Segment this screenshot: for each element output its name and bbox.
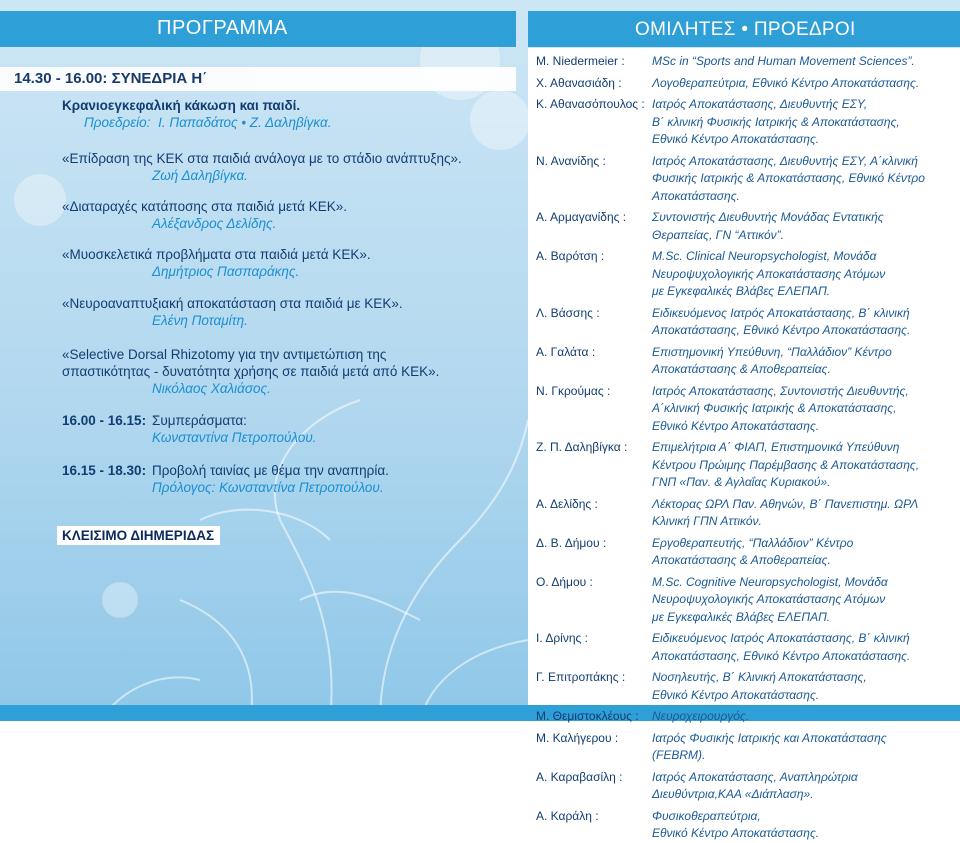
talk-title: «Νευροαναπτυξιακή αποκατάσταση στα παιδιά με ΚΕΚ».: [62, 296, 403, 311]
talk-title-cont: σπαστικότητας - δυνατότητα χρήσης σε παιδιά μετά από ΚΕΚ».: [62, 364, 440, 379]
program-title: ΠΡΟΓΡΑΜΜΑ: [157, 17, 288, 39]
speaker-description: M.Sc. Cognitive Neuropsychologist, Μονάδα: [652, 574, 888, 589]
speaker-description: Νευροψυχολογικής Αποκατάστασης Ατόμων: [652, 592, 886, 606]
speaker-description: Ειδικευόμενος Ιατρός Αποκατάστασης, Β΄ κλινική: [652, 631, 910, 645]
speaker-description: Λογοθεραπεύτρια, Εθνικό Κέντρο Αποκατάστασης.: [652, 75, 920, 90]
conclusion-speaker: Κωνσταντίνα Πετροπούλου.: [152, 430, 317, 445]
talk-title: «Μυοσκελετικά προβλήματα στα παιδιά μετά ΚΕΚ».: [62, 247, 371, 262]
speaker-description: Ιατρός Φυσικής Ιατρικής και Αποκατάστασης: [652, 730, 887, 745]
speaker-description: Εθνικό Κέντρο Αποκατάστασης.: [652, 418, 820, 433]
speaker-description: Εθνικό Κέντρο Αποκατάστασης.: [652, 132, 820, 146]
speaker-description: Ειδικευόμενος Ιατρός Αποκατάστασης, Β΄ κλινική: [652, 305, 910, 320]
talk-speaker: Νικόλαος Χαλιάσος.: [152, 381, 271, 396]
speaker-description: Νοσηλευτής, Β΄ Κλινική Αποκατάστασης,: [652, 670, 867, 684]
speaker-description: ΓΝΠ «Παν. & Αγλαΐας Κυριακού».: [652, 475, 831, 489]
speaker-description: Φυσικής Ιατρικής & Αποκατάστασης, Εθνικό Κέντρο: [652, 171, 925, 185]
closing-label: ΚΛΕΙΣΙΜΟ ΔΙΗΜΕΡΙΔΑΣ: [57, 526, 220, 545]
speaker-name: M. Niedermeier :: [536, 54, 625, 68]
speaker-description: Λέκτορας ΩΡΛ Παν. Αθηνών, Β΄ Πανεπιστημ. ΩΡΛ: [652, 496, 919, 511]
speaker-description: Αποκατάστασης & Αποθεραπείας.: [652, 362, 831, 376]
speaker-description: Αποκατάστασης, Εθνικό Κέντρο Αποκατάστασης.: [652, 648, 911, 663]
speaker-description: Κλινική ΓΠΝ Αττικόν.: [652, 514, 762, 528]
speaker-description: με Εγκεφαλικές Βλάβες ΕΛΕΠΑΠ.: [652, 609, 831, 624]
speakers-title: ΟΜΙΛΗΤΕΣ • ΠΡΟΕΔΡΟΙ: [635, 19, 856, 40]
session-topic: Κρανιοεγκεφαλική κάκωση και παιδί.: [62, 98, 301, 113]
speaker-description: Ιατρός Αποκατάστασης, Αναπληρώτρια: [652, 769, 858, 784]
speaker-description: Διευθύντρια,ΚΑΑ «Διάπλαση».: [652, 787, 814, 801]
speaker-description: M.Sc. Clinical Neuropsychologist, Μονάδα: [652, 249, 877, 263]
speaker-name: Ι. Δρίνης :: [536, 631, 588, 645]
speaker-name: Ζ. Π. Δαληβίγκα :: [536, 440, 628, 454]
speaker-name: Α. Καράλη :: [536, 808, 599, 823]
speaker-name: Δ. Β. Δήμου :: [536, 535, 607, 550]
speaker-name: Α. Βαρότση :: [536, 249, 605, 263]
speaker-description: με Εγκεφαλικές Βλάβες ΕΛΕΠΑΠ.: [652, 284, 831, 298]
speaker-name: Α. Γαλάτα :: [536, 344, 596, 359]
speaker-description: (FEBRM).: [652, 748, 706, 762]
speaker-description: Αποκατάστασης.: [652, 188, 740, 203]
speaker-description: Θεραπείας, ΓΝ “Αττικόν”.: [652, 227, 784, 242]
talk-speaker: Αλέξανδρος Δελίδης.: [152, 216, 277, 231]
speaker-description: Κέντρου Πρώιμης Παρέμβασης & Αποκατάστασης,: [652, 457, 920, 472]
speaker-name: Μ. Καλήγερου :: [536, 730, 619, 745]
speaker-name: Ν. Γκρούμας :: [536, 383, 611, 398]
speaker-description: Ιατρός Αποκατάστασης, Διευθυντής ΕΣΥ, Α΄κλινική: [652, 153, 918, 168]
speaker-description: Επιστημονική Υπεύθυνη, “Παλλάδιον” Κέντρο: [652, 344, 892, 359]
program-header: [0, 11, 516, 47]
speaker-description: Ιατρός Αποκατάστασης, Διευθυντής ΕΣΥ,: [652, 97, 868, 111]
speakers-header: [528, 11, 960, 47]
speaker-name: Χ. Αθανασιάδη :: [536, 75, 622, 90]
speaker-description: Νευροχειρουργός.: [652, 709, 750, 723]
conclusion-label: Συμπεράσματα:: [152, 413, 247, 428]
speaker-description: MSc in “Sports and Human Movement Sciences”.: [652, 54, 915, 68]
speaker-description: Εργοθεραπευτής, “Παλλάδιον” Κέντρο: [652, 535, 854, 550]
speaker-name: Α. Καραβασίλη :: [536, 769, 623, 784]
speaker-description: Επιμελήτρια Α΄ ΦΙΑΠ, Επιστημονικά Υπεύθυνη: [652, 440, 900, 454]
speaker-description: Β΄ κλινική Φυσικής Ιατρικής & Αποκατάστασης,: [652, 114, 900, 129]
speaker-name: Μ. Θεμιστοκλέους :: [536, 709, 639, 723]
speaker-description: Αποκατάστασης, Εθνικό Κέντρο Αποκατάστασης.: [652, 323, 911, 337]
speaker-name: Κ. Αθανασόπουλος :: [536, 97, 645, 111]
speaker-description: Συντονιστής Διευθυντής Μονάδας Εντατικής: [652, 210, 884, 224]
conclusion-time: 16.00 - 16.15:: [62, 413, 147, 428]
session-bar: [0, 67, 516, 91]
film-speaker: Πρόλογος: Κωνσταντίνα Πετροπούλου.: [152, 480, 384, 495]
speaker-name: Λ. Βάσσης :: [536, 305, 600, 320]
chair-line: Προεδρείο: Ι. Παπαδάτος • Ζ. Δαληβίγκα.: [84, 115, 332, 130]
speaker-description: Ιατρός Αποκατάστασης, Συντονιστής Διευθυντής,: [652, 383, 909, 398]
talk-title: «Selective Dorsal Rhizotomy για την αντιμετώπιση της: [62, 347, 387, 362]
speaker-name: Α. Αρμαγανίδης :: [536, 210, 627, 224]
talk-speaker: Ελένη Ποταμίτη.: [152, 313, 248, 328]
talk-speaker: Ζωή Δαληβίγκα.: [152, 168, 248, 183]
session-title: 14.30 - 16.00: ΣΥΝΕΔΡΙΑ Η΄: [14, 70, 208, 87]
speaker-description: Εθνικό Κέντρο Αποκατάστασης.: [652, 687, 820, 702]
speaker-description: Εθνικό Κέντρο Αποκατάστασης.: [652, 826, 820, 840]
speaker-name: Γ. Επιτροπάκης :: [536, 670, 626, 684]
speaker-name: Α. Δελίδης :: [536, 496, 598, 511]
speaker-name: Ο. Δήμου :: [536, 574, 593, 589]
speaker-description: Α΄κλινική Φυσικής Ιατρικής & Αποκατάστασης,: [652, 401, 897, 415]
talk-speaker: Δημήτριος Πασπαράκης.: [152, 264, 300, 279]
speaker-description: Αποκατάστασης & Αποθεραπείας.: [652, 553, 831, 567]
talk-title: «Επίδραση της ΚΕΚ στα παιδιά ανάλογα με το στάδιο ανάπτυξης».: [62, 151, 462, 166]
film-label: Προβολή ταινίας με θέμα την αναπηρία.: [152, 463, 389, 478]
speaker-name: Ν. Ανανίδης :: [536, 153, 606, 168]
speaker-description: Φυσικοθεραπεύτρια,: [652, 808, 761, 823]
speaker-description: Νευροψυχολογικής Αποκατάστασης Ατόμων: [652, 266, 886, 281]
talk-title: «Διαταραχές κατάποσης στα παιδιά μετά ΚΕΚ».: [62, 199, 347, 214]
film-time: 16.15 - 18.30:: [62, 463, 147, 478]
